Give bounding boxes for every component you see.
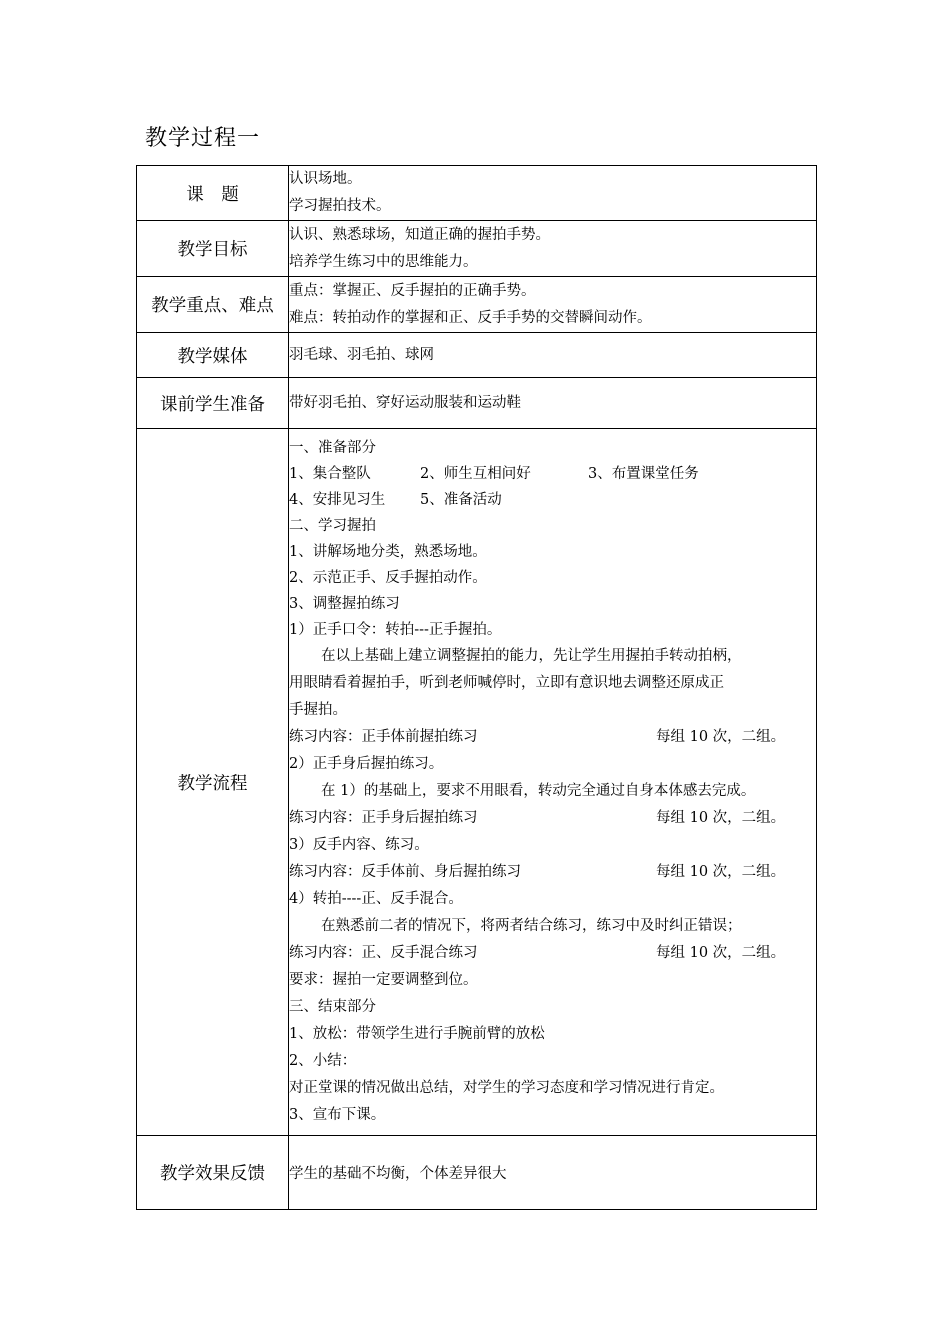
exercise-1-reps: 每组 10 次，二组。: [656, 729, 786, 745]
exercise-3-content: 练习内容：反手体前、身后握拍练习: [289, 864, 521, 880]
exercise-1: [289, 724, 816, 751]
prepare-item-2: 2、师生互相问好: [420, 466, 531, 482]
label-key-points: 教学重点、难点: [137, 277, 289, 333]
grip-part-4-desc: 在熟悉前二者的情况下，将两者结合练习，练习中及时纠正错误；: [321, 918, 742, 934]
topic-line-1: 认识场地。: [289, 171, 362, 187]
grip-part-2-desc: 在 1）的基础上，要求不用眼看，转动完全通过自身本体感去完成。: [321, 783, 756, 799]
difficulty-line: 难点：转拍动作的掌握和正、反手手势的交替瞬间动作。: [289, 309, 652, 326]
topic-line-2: 学习握拍技术。: [289, 198, 391, 214]
row-goals: [137, 221, 817, 277]
grip-part-1-desc-3: 手握拍。: [289, 702, 347, 718]
grip-part-1-desc-2: 用眼睛看着握拍手，听到老师喊停时，立即有意识地去调整还原成正: [289, 675, 724, 691]
exercise-3: [289, 859, 816, 886]
exercise-4-content: 练习内容：正、反手混合练习: [289, 945, 478, 961]
end-step-3: 3、宣布下课。: [289, 1107, 386, 1123]
prepare-item-5: 5、准备活动: [420, 492, 502, 508]
grip-step-2: 2、示范正手、反手握拍动作。: [289, 570, 487, 586]
row-key-points: [137, 277, 817, 333]
media-text: 羽毛球、羽毛拍、球网: [289, 346, 434, 363]
row-feedback: [137, 1136, 817, 1210]
exercise-2-content: 练习内容：正手身后握拍练习: [289, 810, 478, 826]
prepare-item-3: 3、布置课堂任务: [588, 466, 699, 482]
row-topic: [137, 166, 817, 221]
label-feedback: 教学效果反馈: [137, 1136, 289, 1210]
row-process: [137, 429, 817, 1136]
label-media: 教学媒体: [137, 333, 289, 378]
exercise-4-reps: 每组 10 次，二组。: [656, 945, 786, 961]
label-goals: 教学目标: [137, 221, 289, 277]
content-goals: [289, 221, 817, 277]
grip-part-3: 3）反手内容、练习。: [289, 837, 429, 853]
exercise-2-reps: 每组 10 次，二组。: [656, 810, 786, 826]
section-prepare-title: 一、准备部分: [289, 440, 376, 456]
label-process: 教学流程: [137, 429, 289, 1136]
grip-requirement: 要求：握拍一定要调整到位。: [289, 972, 478, 988]
document-title: 教学过程一: [145, 126, 261, 151]
label-topic: 课 题: [137, 166, 289, 221]
grip-part-1-desc-1: 在以上基础上建立调整握拍的能力，先让学生用握拍手转动拍柄，: [321, 648, 742, 664]
prepare-items-row-1: [289, 461, 816, 487]
row-media: [137, 333, 817, 378]
lesson-plan-table: [136, 165, 817, 1210]
goals-line-1: 认识、熟悉球场，知道正确的握拍手势。: [289, 226, 550, 243]
grip-part-1: 1）正手口令：转拍---正手握拍。: [289, 622, 502, 638]
exercise-1-content: 练习内容：正手体前握拍练习: [289, 729, 478, 745]
grip-part-4: 4）转拍----正、反手混合。: [289, 891, 463, 907]
prepare-items-row-2: [289, 487, 816, 513]
end-step-1: 1、放松：带领学生进行手腕前臂的放松: [289, 1026, 545, 1042]
content-prep: [289, 378, 817, 429]
section-end-title: 三、结束部分: [289, 999, 376, 1015]
exercise-4: [289, 940, 816, 967]
row-prep: [137, 378, 817, 429]
key-point-line: 重点：掌握正、反手握拍的正确手势。: [289, 282, 536, 299]
label-prep: 课前学生准备: [137, 378, 289, 429]
content-feedback: 学生的基础不均衡，个体差异很大: [289, 1136, 817, 1210]
grip-step-3: 3、调整握拍练习: [289, 596, 400, 612]
grip-step-1: 1、讲解场地分类，熟悉场地。: [289, 544, 487, 560]
content-process: [289, 429, 817, 1136]
content-media: [289, 333, 817, 378]
section-grip-title: 二、学习握拍: [289, 518, 376, 534]
exercise-3-reps: 每组 10 次，二组。: [656, 864, 786, 880]
exercise-2: [289, 805, 816, 832]
end-step-2: 2、小结：: [289, 1053, 357, 1069]
end-step-2-desc: 对正堂课的情况做出总结，对学生的学习态度和学习情况进行肯定。: [289, 1080, 724, 1096]
prepare-item-4: 4、安排见习生: [289, 492, 386, 508]
grip-part-2: 2）正手身后握拍练习。: [289, 756, 444, 772]
prep-text: 带好羽毛拍、穿好运动服装和运动鞋: [289, 394, 521, 411]
content-key-points: [289, 277, 817, 333]
content-topic: [289, 166, 817, 221]
prepare-item-1: 1、集合整队: [289, 466, 371, 482]
goals-line-2: 培养学生练习中的思维能力。: [289, 253, 478, 270]
